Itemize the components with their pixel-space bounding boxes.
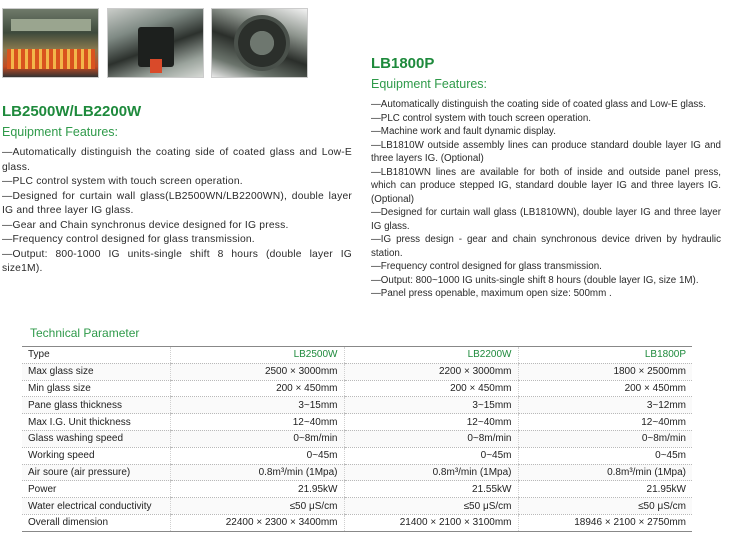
table-cell: 0~45m: [170, 447, 344, 464]
table-cell: Air soure (air pressure): [22, 464, 170, 481]
header-cell: Type: [22, 347, 170, 364]
table-row: [22, 363, 692, 380]
table-cell: 200 × 450mm: [518, 380, 692, 397]
header-cell: LB2200W: [344, 347, 518, 364]
table-cell: 0~8m/min: [344, 430, 518, 447]
lb1800-title: LB1800P: [371, 55, 435, 72]
table-cell: 12~40mm: [170, 414, 344, 431]
terminal-strip: [7, 49, 95, 69]
feature-item: —Automatically distinguish the coating side of coated glass and Low-E glass.: [2, 147, 352, 173]
table-cell: Max glass size: [22, 363, 170, 380]
table-row: [22, 464, 692, 481]
table-cell: 21400 × 2100 × 3100mm: [344, 514, 518, 531]
table-cell: 1800 × 2500mm: [518, 363, 692, 380]
table-cell: Max I.G. Unit thickness: [22, 414, 170, 431]
feature-item: —Output: 800~1000 IG units-single shift 8 hours (double layer IG, size 1M).: [371, 274, 699, 286]
table-cell: 0.8m³/min (1Mpa): [170, 464, 344, 481]
table-cell: 12~40mm: [344, 414, 518, 431]
table-cell: ≤50 μS/cm: [170, 498, 344, 515]
table-row: [22, 514, 692, 531]
table-cell: Water electrical conductivity: [22, 498, 170, 515]
table-cell: Working speed: [22, 447, 170, 464]
table-cell: 0.8m³/min (1Mpa): [344, 464, 518, 481]
feature-item: —LB1810W outside assembly lines can produce standard double layer IG and three layers IG. (Optional): [371, 139, 721, 164]
table-row: [22, 414, 692, 431]
lb2500-features-title: Equipment Features:: [2, 125, 119, 139]
feature-item: —Gear and Chain synchronus device designed for IG press.: [2, 219, 289, 231]
feature-item: —Panel press openable, maximum open size: 500mm .: [371, 288, 612, 299]
table-row: [22, 481, 692, 498]
gear-chain-photo: [211, 8, 308, 78]
table-cell: 0.8m³/min (1Mpa): [518, 464, 692, 481]
plc-control-photo: [2, 8, 99, 78]
table-cell: 200 × 450mm: [170, 380, 344, 397]
table-row: [22, 498, 692, 515]
table-cell: 0~8m/min: [518, 430, 692, 447]
table-cell: 22400 × 2300 × 3400mm: [170, 514, 344, 531]
lb2500-title: LB2500W/LB2200W: [2, 103, 142, 120]
table-row: [22, 397, 692, 414]
header-cell: LB2500W: [170, 347, 344, 364]
table-cell: 0~45m: [344, 447, 518, 464]
table-cell: 21.95kW: [518, 481, 692, 498]
table-cell: 3~12mm: [518, 397, 692, 414]
feature-item: —LB1810WN lines are available for both of inside and outside panel press, which can produce stepped IG, standard double layer IG and three layers IG. (Optional): [371, 166, 721, 205]
table-row: [22, 430, 692, 447]
table-cell: ≤50 μS/cm: [518, 498, 692, 515]
table-cell: Pane glass thickness: [22, 397, 170, 414]
table-cell: 0~45m: [518, 447, 692, 464]
machine-interior-photo: [107, 8, 204, 78]
table-cell: ≤50 μS/cm: [344, 498, 518, 515]
feature-item: —Frequency control designed for glass transmission.: [371, 261, 602, 272]
technical-parameter-table: [22, 346, 692, 532]
table-cell: 2200 × 3000mm: [344, 363, 518, 380]
table-cell: 200 × 450mm: [344, 380, 518, 397]
gear-icon: [234, 15, 290, 71]
table-cell: 3~15mm: [344, 397, 518, 414]
feature-item: —IG press design - gear and chain synchronous device driven by hydraulic station.: [371, 234, 721, 259]
red-part: [150, 59, 162, 73]
table-cell: Overall dimension: [22, 514, 170, 531]
feature-item: —Designed for curtain wall glass(LB2500WN/LB2200WN), double layer IG and three layer IG glass.: [2, 190, 352, 216]
lb2500-feature-list: [2, 146, 352, 277]
table-cell: 12~40mm: [518, 414, 692, 431]
table-cell: 21.55kW: [344, 481, 518, 498]
feature-item: —Designed for curtain wall glass (LB1810WN), double layer IG and three layer IG glass.: [371, 207, 721, 232]
feature-item: —PLC control system with touch screen operation.: [2, 176, 243, 187]
table-row: [22, 447, 692, 464]
table-cell: 21.95kW: [170, 481, 344, 498]
table-cell: Min glass size: [22, 380, 170, 397]
header-cell: LB1800P: [518, 347, 692, 364]
table-cell: 18946 × 2100 × 2750mm: [518, 514, 692, 531]
panel-strip: [11, 19, 91, 31]
lb1800-features-title: Equipment Features:: [371, 77, 488, 91]
table-cell: Power: [22, 481, 170, 498]
feature-item: —Automatically distinguish the coating side of coated glass and Low-E glass.: [371, 99, 706, 110]
feature-item: —Machine work and fault dynamic display.: [371, 126, 556, 137]
table-cell: 0~8m/min: [170, 430, 344, 447]
table-cell: 3~15mm: [170, 397, 344, 414]
feature-item: —Output: 800-1000 IG units-single shift 8 hours (double layer IG size1M).: [2, 248, 352, 274]
technical-parameter-title: Technical Parameter: [30, 326, 140, 340]
table-row: [22, 380, 692, 397]
table-cell: Glass washing speed: [22, 430, 170, 447]
lb1800-feature-list: [371, 98, 721, 301]
feature-item: —Frequency control designed for glass transmission.: [2, 234, 255, 245]
table-cell: 2500 × 3000mm: [170, 363, 344, 380]
feature-item: —PLC control system with touch screen operation.: [371, 112, 591, 124]
table-header-row: [22, 347, 692, 364]
